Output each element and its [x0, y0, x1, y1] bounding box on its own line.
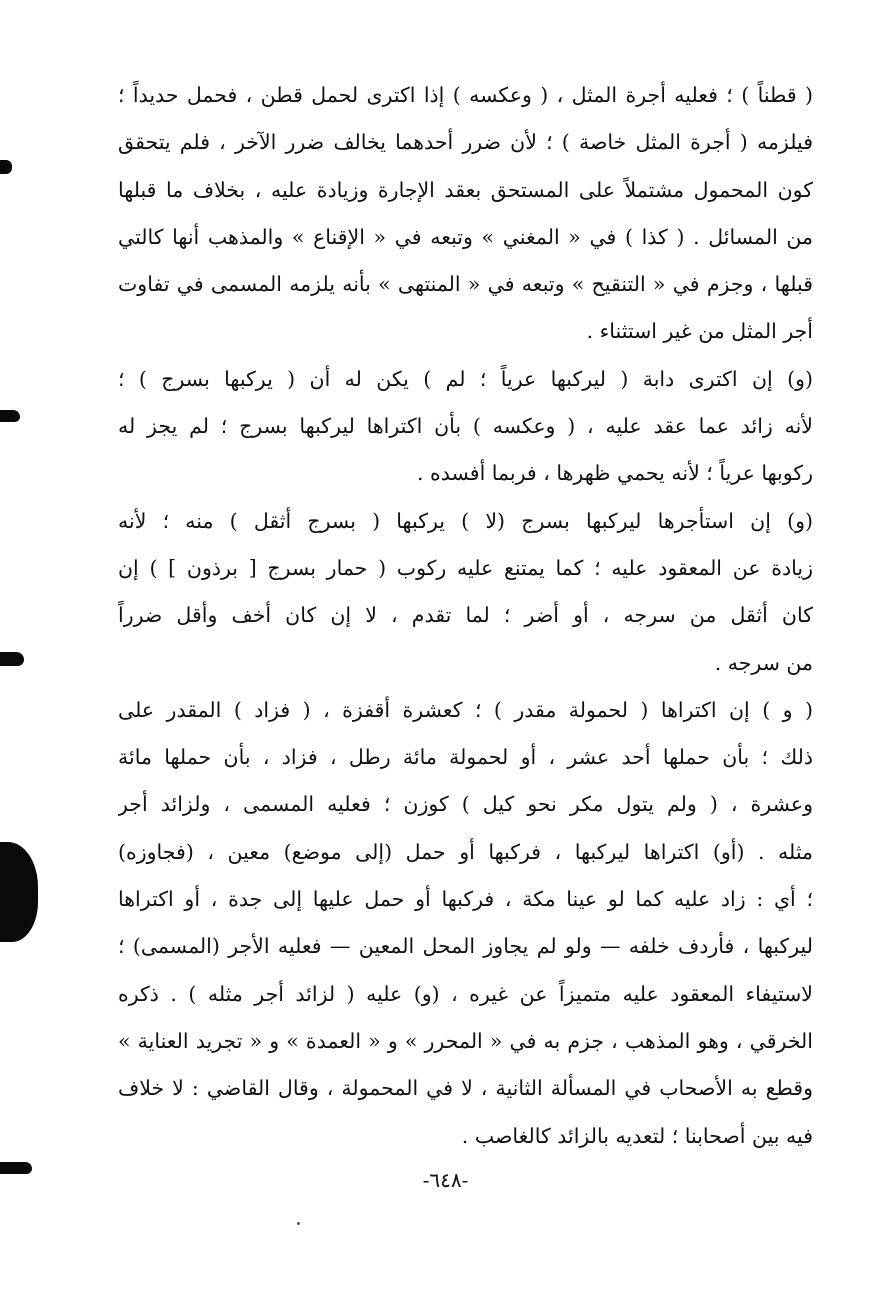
page-number: -٦٤٨-: [422, 1168, 469, 1192]
paragraph-2: [118, 356, 813, 498]
text-line: (و) إن استأجرها ليركبها بسرج (لا ) يركبها ( بسرج أثقل ) منه ؛ لأنه: [118, 508, 813, 533]
text-line: ؛ أي : زاد عليه كما لو عينا مكة ، فركبها أو حمل عليها إلى جدة ، أو اكتراها: [118, 887, 813, 912]
text-line: الخرقي ، وهو المذهب ، جزم به في « المحرر » و « العمدة » و « تجريد العناية »: [118, 1028, 813, 1053]
text-line: فيلزمه ( أجرة المثل خاصة ) ؛ لأن ضرر أحدهما يخالف ضرر الآخر ، فلم يتحقق: [118, 130, 813, 155]
body-text: [118, 72, 813, 1160]
text-line: وعشرة ، ( ولم يتول مكر نحو كيل ) كوزن ؛ فعليه المسمى ، ولزائد أجر: [118, 792, 813, 817]
text-line: أجر المثل من غير استثناء .: [586, 319, 813, 344]
text-line: ( قطناً ) ؛ فعليه أجرة المثل ، ( وعكسه ) إذا اكترى لحمل قطن ، فحمل حديداً ؛: [118, 83, 813, 107]
text-line: ليركبها ، فأردف خلفه — ولو لم يجاوز المحل المعين — فعليه الأجر (المسمى) ؛: [118, 934, 813, 959]
text-line: مثله . (أو) اكتراها ليركبها ، فركبها أو حمل (إلى موضع) معين ، (فجاوزه): [118, 839, 813, 864]
text-line: لاستيفاء المعقود عليه متميزاً عن غيره ، (و) عليه ( لزائد أجر مثله ) . ذكره: [118, 981, 813, 1006]
text-line: فيه بين أصحابنا ؛ لتعديه بالزائد كالغاصب .: [461, 1123, 813, 1148]
text-line: (و) إن اكترى دابة ( ليركبها عرياً ؛ لم ) يكن له أن ( يركبها بسرج ) ؛: [118, 366, 813, 391]
paragraph-3: [118, 498, 813, 687]
paragraph-1: [118, 72, 813, 356]
text-line: قبلها ، وجزم في « التنقيح » وتبعه في « المنتهى » بأنه يلزمه المسمى في تفاوت: [118, 272, 813, 297]
text-line: زيادة عن المعقود عليه ؛ كما يمتنع عليه ركوب ( حمار بسرج [ برذون ] ) إن: [118, 555, 813, 580]
scan-artifact-mark: [0, 652, 24, 666]
text-line: ( و ) إن اكتراها ( لحمولة مقدر ) ؛ كعشرة أقفزة ، ( فزاد ) المقدر على: [118, 697, 813, 722]
text-line: كون المحمول مشتملاً على المستحق بعقد الإجارة وزيادة عليه ، بخلاف ما قبلها: [118, 177, 813, 202]
text-line: ذلك ؛ بأن حملها أحد عشر ، أو لحمولة مائة رطل ، فزاد ، بأن حملها مائة: [118, 745, 813, 770]
paragraph-4: [118, 687, 813, 1160]
text-line: ركوبها عرياً ؛ لأنه يحمي ظهرها ، فربما أفسده .: [416, 461, 813, 486]
text-line: من المسائل . ( كذا ) في « المغني » وتبعه في « الإقناع » والمذهب أنها كالتي: [118, 224, 813, 249]
text-line: لأنه زائد عما عقد عليه ، ( وعكسه ) بأن اكتراها ليركبها بسرج ؛ لم يجز له: [118, 414, 813, 439]
text-line: من سرجه .: [714, 650, 813, 675]
text-line: وقطع به الأصحاب في المسألة الثانية ، لا في المحمولة ، وقال القاضي : لا خلاف: [118, 1076, 813, 1101]
scan-artifact-blot: [0, 842, 38, 942]
scan-artifact-mark: [0, 410, 20, 422]
scan-artifact-dot: [297, 1222, 300, 1225]
text-line: كان أثقل من سرجه ، أو أضر ؛ لما تقدم ، لا إن كان أخف وأقل ضرراً: [118, 603, 813, 628]
scan-artifact-mark: [0, 160, 12, 174]
